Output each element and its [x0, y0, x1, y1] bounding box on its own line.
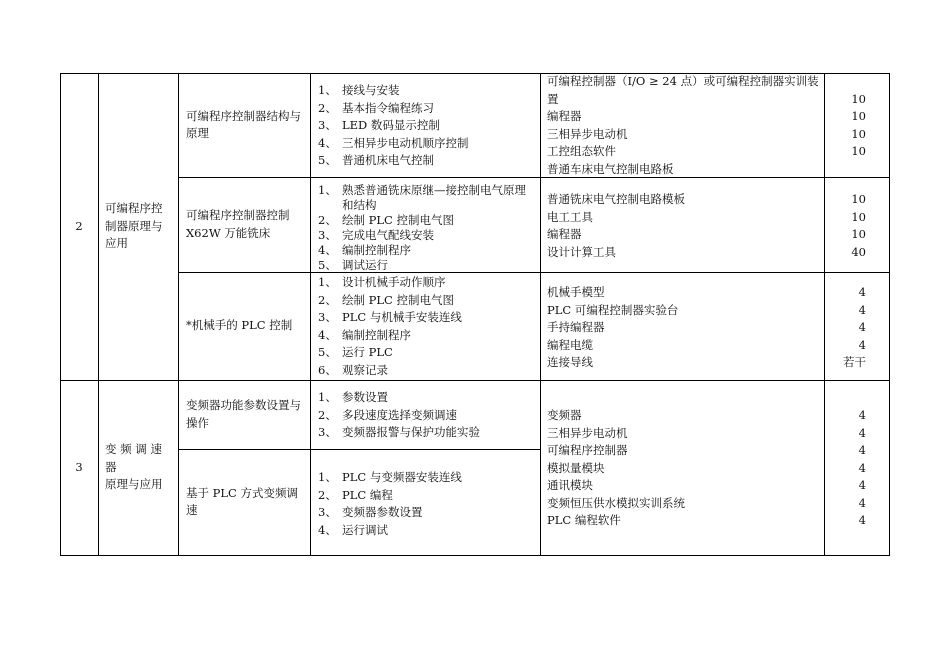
- quantity-value: 4: [858, 478, 866, 492]
- section-number-text: 3: [75, 459, 83, 474]
- item-number: 2、: [318, 213, 337, 227]
- item-number: 3、: [318, 425, 337, 439]
- item-number: 4、: [318, 243, 337, 257]
- equipment-item: 通讯模块: [547, 478, 593, 492]
- equipment-list: [547, 407, 822, 530]
- equipment-list: [547, 284, 822, 372]
- topic-line: 基于 PLC 方式变频调速: [186, 485, 298, 517]
- item-text: PLC 与机械手安装连线: [342, 310, 462, 324]
- item-text: 编制控制程序: [342, 243, 411, 257]
- equipment-item: PLC 可编程控制器实验台: [547, 302, 679, 317]
- topic-line: 操作: [186, 415, 209, 430]
- item-text: 多段速度选择变频调速: [342, 407, 457, 422]
- list-item: [318, 228, 538, 243]
- col-divider: [540, 73, 541, 556]
- item-number: 4、: [318, 522, 337, 537]
- quantity-value: 40: [851, 244, 866, 259]
- quantity-value: 10: [851, 91, 866, 106]
- item-text: 接线与安装: [342, 83, 400, 97]
- section-title-line: 制器原理与: [105, 218, 163, 233]
- item-text: 绘制 PLC 控制电气图: [342, 292, 454, 307]
- list-item: [318, 135, 538, 153]
- list-item: [318, 309, 538, 327]
- quantity-value: 10: [851, 192, 866, 206]
- equipment-item: 置: [547, 91, 559, 106]
- item-text: 普通机床电气控制: [342, 153, 434, 167]
- equipment-item: 编程器: [547, 227, 582, 241]
- equipment-item: 三相异步电动机: [547, 126, 628, 141]
- item-number: 3、: [318, 118, 337, 132]
- quantity-value: 4: [858, 495, 866, 510]
- equipment-item: 三相异步电动机: [547, 425, 628, 440]
- list-item: [318, 198, 538, 213]
- equipment-item: 编程器: [547, 109, 582, 123]
- item-text: 参数设置: [342, 390, 388, 404]
- section-title: [105, 380, 175, 555]
- item-number: 2、: [318, 292, 337, 307]
- item-number: 1、: [318, 83, 337, 97]
- item-number: 3、: [318, 228, 337, 242]
- quantity-value: 4: [858, 337, 866, 352]
- list-item: [318, 213, 538, 228]
- item-number: 1、: [318, 390, 337, 404]
- item-text: 运行调试: [342, 522, 388, 537]
- item-text: PLC 编程: [342, 487, 393, 502]
- section-title-line: 原理与应用: [105, 477, 163, 492]
- quantity-value: 4: [858, 460, 866, 475]
- topic-cell: [186, 449, 308, 555]
- item-text: 编制控制程序: [342, 327, 411, 342]
- list-item: [318, 407, 538, 425]
- item-text: 三相异步电动机顺序控制: [342, 135, 469, 150]
- equipment-item: 普通车床电气控制电路板: [547, 161, 674, 176]
- quantity-list: [826, 407, 866, 530]
- item-number: 1、: [318, 470, 337, 484]
- item-text: 变频器参数设置: [342, 505, 423, 519]
- task-list: [318, 82, 538, 170]
- quantity-list: [826, 191, 866, 261]
- col-divider: [310, 73, 311, 556]
- topic-line: 可编程序控制器结构与: [186, 108, 301, 123]
- list-item: [318, 424, 538, 442]
- task-list: [318, 274, 538, 379]
- topic-cell: [186, 272, 308, 380]
- equipment-item: 手持编程器: [547, 320, 605, 334]
- item-number: 5、: [318, 345, 337, 359]
- list-item: [318, 243, 538, 258]
- quantity-value: 10: [851, 144, 866, 158]
- list-item: [318, 344, 538, 362]
- quantity-value: 4: [858, 425, 866, 440]
- quantity-value: 10: [851, 126, 866, 141]
- equipment-item: 电工工具: [547, 209, 593, 224]
- list-item: [318, 469, 538, 487]
- equipment-item: 连接导线: [547, 355, 593, 369]
- table-border-bottom: [60, 555, 890, 556]
- quantity-value: [826, 73, 866, 91]
- list-item: [318, 327, 538, 345]
- equipment-list: [547, 73, 822, 178]
- task-list: [318, 389, 538, 442]
- list-item: [318, 82, 538, 100]
- list-item: [318, 292, 538, 310]
- list-item: [318, 117, 538, 135]
- item-text: 和结构: [342, 198, 377, 212]
- quantity-value: 若干: [843, 355, 866, 369]
- item-text: 熟悉普通铣床原继—接控制电气原理: [342, 183, 526, 197]
- item-text: 观察记录: [342, 362, 388, 377]
- equipment-item: 可编程序控制器: [547, 443, 628, 457]
- item-text: 调试运行: [342, 258, 388, 272]
- section-number: [60, 380, 98, 555]
- item-number: 6、: [318, 362, 337, 377]
- list-item: [318, 389, 538, 407]
- task-list: [318, 469, 538, 539]
- section-title-line: 变 频 调 速 器: [105, 442, 162, 474]
- quantity-value: 4: [858, 443, 866, 457]
- col-divider: [178, 73, 179, 556]
- equipment-item: 工控组态软件: [547, 144, 616, 158]
- quantity-list: [826, 284, 866, 372]
- quantity-value: 10: [851, 109, 866, 123]
- topic-line: X62W 万能铣床: [186, 225, 271, 240]
- equipment-item: 变频器: [547, 408, 582, 422]
- quantity-value: 10: [851, 227, 866, 241]
- quantity-value: 10: [851, 209, 866, 224]
- equipment-item: 机械手模型: [547, 285, 605, 299]
- table-border-right: [889, 73, 890, 556]
- equipment-list: [547, 191, 822, 261]
- item-number: 2、: [318, 487, 337, 502]
- item-number: 4、: [318, 135, 337, 150]
- list-item: [318, 487, 538, 505]
- quantity-value: 4: [858, 513, 866, 527]
- task-list: [318, 183, 538, 273]
- item-number: 2、: [318, 100, 337, 115]
- item-text: 基本指令编程练习: [342, 100, 434, 115]
- item-number: 5、: [318, 153, 337, 167]
- section-number-text: 2: [75, 218, 83, 233]
- item-number: 1、: [318, 275, 337, 289]
- equipment-item: 变频恒压供水模拟实训系统: [547, 495, 685, 510]
- section-title-line: 可编程序控: [105, 201, 163, 216]
- equipment-item: 普通铣床电气控制电路模板: [547, 192, 685, 206]
- item-number: 3、: [318, 310, 337, 324]
- item-text: PLC 与变频器安装连线: [342, 470, 462, 484]
- topic-cell: [186, 73, 308, 177]
- topic-line: 可编程序控制器控制: [186, 208, 290, 222]
- list-item: [318, 258, 538, 273]
- section-divider: [60, 380, 890, 381]
- list-item: [318, 183, 538, 198]
- list-item: [318, 100, 538, 118]
- equipment-item: 可编程控制器（I/O ≥ 24 点）或可编程控制器实训装: [547, 74, 819, 88]
- item-number: 4、: [318, 327, 337, 342]
- col-divider: [98, 73, 99, 556]
- item-number: 5、: [318, 258, 337, 272]
- equipment-item: 模拟量模块: [547, 460, 605, 475]
- section-title: [105, 73, 175, 380]
- col-divider: [824, 73, 825, 556]
- item-number: 3、: [318, 505, 337, 519]
- topic-cell: [186, 177, 308, 272]
- equipment-item: PLC 编程软件: [547, 513, 621, 527]
- list-item: [318, 522, 538, 540]
- section-number: [60, 73, 98, 380]
- list-item: [318, 362, 538, 380]
- equipment-item: 设计计算工具: [547, 244, 616, 259]
- topic-line: 原理: [186, 126, 209, 140]
- quantity-value: 4: [858, 320, 866, 334]
- quantity-value: 4: [858, 408, 866, 422]
- section-title-line: 应用: [105, 236, 128, 251]
- equipment-item: 编程电缆: [547, 337, 593, 352]
- list-item: [318, 152, 538, 170]
- quantity-list: [826, 73, 866, 161]
- item-text: 变频器报警与保护功能实验: [342, 425, 480, 439]
- quantity-value: 4: [858, 302, 866, 317]
- item-text: 绘制 PLC 控制电气图: [342, 213, 454, 227]
- topic-cell: [186, 380, 308, 449]
- topic-line: 变频器功能参数设置与: [186, 398, 301, 412]
- item-text: 设计机械手动作顺序: [342, 275, 446, 289]
- item-text: LED 数码显示控制: [342, 118, 440, 132]
- list-item: [318, 504, 538, 522]
- item-number: 2、: [318, 407, 337, 422]
- quantity-value: 4: [858, 285, 866, 299]
- item-number: 1、: [318, 183, 337, 197]
- item-text: 完成电气配线安装: [342, 228, 434, 242]
- list-item: [318, 274, 538, 292]
- topic-line: *机械手的 PLC 控制: [186, 318, 293, 333]
- item-text: 运行 PLC: [342, 345, 393, 359]
